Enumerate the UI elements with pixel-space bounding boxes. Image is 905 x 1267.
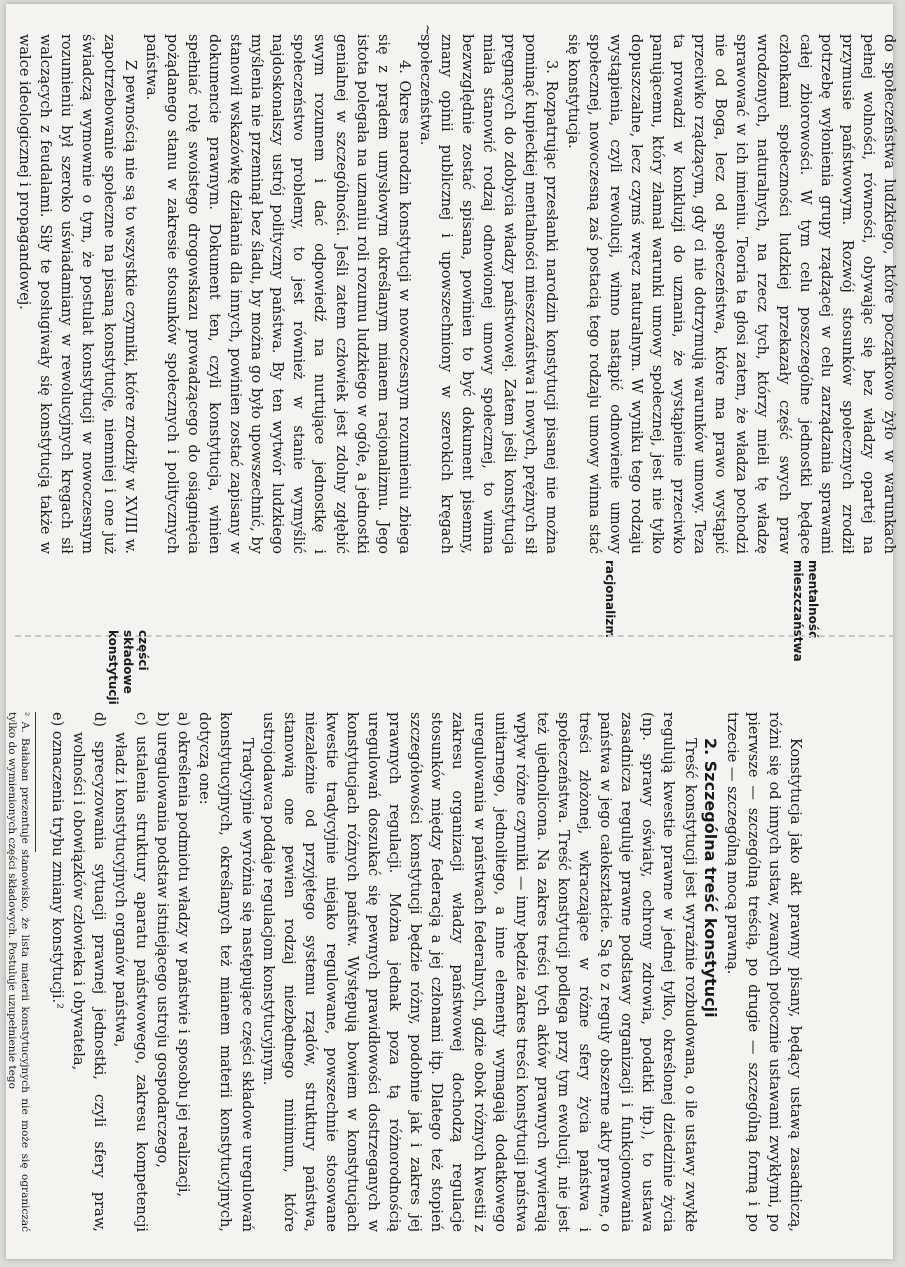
margin-note-mentalnosc: mentalność mieszczaństwa bbox=[791, 560, 820, 662]
right-column-text bbox=[5, 712, 805, 1232]
list-item: e) oznaczenia trybu zmiany konstytucji.² bbox=[48, 712, 65, 1009]
paragraph-intro: Konstytucja jako akt prawny pisany, będący ustawą zasadniczą, różni się od innych ustaw, zwanych potocznie ustawami zwykłymi, po pierwsze — szczególną treścią, po drugie — szczególną formą i po trzecie — szczególną mocą prawną. bbox=[723, 712, 803, 1232]
constitution-components-list bbox=[46, 712, 194, 1232]
page-mark: ~ bbox=[419, 24, 435, 36]
paragraph-components-intro: Tradycyjnie wyróżnia się następujące części składowe uregulowań konstytucyjnych, określanych też mianem materii konstytucyjnych, dotyczą one: bbox=[196, 712, 255, 1232]
section-heading: 2. Szczególna treść konstytucji bbox=[700, 738, 720, 1018]
paragraph-content: Treść konstytucji jest wyraźnie rozbudowana, o ile ustawy zwykłe regulują kwestie prawne w jednej tylko, określonej dziedzinie życia (np. sprawy oświaty, ochrony zdrowia, podatki itp.), to ustawa zasadnicza reguluje prawne podstawy organizacji i funkcjonowania państwa w jego całokształcie. Są to z reguły obszerne akty prawne, o treści złożonej, wkraczające w różne sfery życia państwa i społeczeństwa. Treść konstytucji podlega przy tym ewolucji, nie jest też ujednolicona. Na zakres treści tych aktów prawnych wywierają wpływ różne czynniki — inny będzie zakres treści konstytucji państwa unitarnego, jednolitego, a inne elementy wymagają dodatkowego uregulowania w państwach federalnych, gdzie obok różnych kwestii z zakresu organizacji władzy państwowej dochodzą regulacje stosunków między federacją a jej członami itp. Dlatego też stopień szczegółowości konstytucji będzie różny, podobnie jak i zakres jej prawnych regulacji. Można jednak poza tą różnorodnością uregulowań doszukać się pewnych prawidłowości dostrzeganych w konstytucjach różnych państw. Występują bowiem w konstytucjach kwestie tradycyjnie niejako regulowane, powszechnie stosowane niezależnie od przyjętego systemu rządów, struktury państwa, stanowią one pewien rodzaj niezbędnego minimum, które ustrojodawca poddaje regulacjom konstytucyjnym. bbox=[259, 712, 698, 1232]
margin-note-racjonalizm: racjonalizm bbox=[603, 560, 617, 638]
paragraph-rationalism: 4. Okres narodzin konstytucji w nowoczesnym rozumieniu zbiega się z prądem umysłowym określanym mianem racjonalizmu. Jego istota polegała na uznaniu roli rozumu ludzkiego w ogóle, a jednostki genialnej w szczególności. Jeśli zatem człowiek jest zdolny zgłębić swym rozumem i dać odpowiedź na nurtujące jednostkę i społeczeństwo problemy, to jest również w stanie wymyślić najdoskonalszy ustrój polityczny państwa. By ten wytwór ludzkiego myślenia nie przeminął bez śladu, by można go było upowszechnić, by stanowił wskazówkę działania dla innych, powinien zostać zapisany w dokumencie prawnym. Dokument ten, czyli konstytucja, winien spełniać rolę swoistego drogowskazu prowadzącego do osiągnięcia pożądanego stanu w zakresie stosunków społecznych i politycznych państwa. bbox=[142, 34, 412, 554]
list-item: c) ustalenia struktury aparatu państwowego, zakresu kompetencji władz i konstytucyjnych organów państwa, bbox=[112, 712, 150, 1233]
list-item: d) sprecyzowania sytuacji prawnej jednostki, czyli sfery praw, wolności i obowiązków człowieka i obywatela, bbox=[69, 712, 107, 1232]
footnote-rule bbox=[35, 712, 36, 852]
footnote: ² A. Bałaban prezentuje stanowisko, że lista materii konstytucyjnych nie może się ograniczać tylko do wymienionych części składowych. Postuluje uzupełnienie tego bbox=[5, 712, 31, 1232]
left-column-text bbox=[13, 34, 899, 554]
paragraph-mentality: 3. Rozpatrując przesłanki narodzin konstytucji pisanej nie można pominąć kupieckiej mentalności mieszczaństwa i nowych, prężnych sił pręgnących do zdobycia władzy państwowej. Zatem jeśli konstytucja miała stanowić rodzaj odnowionej umowy społecznej, to winna bezwzględnie zostać spisana, powinien to być dokument pisemny, znany opinii publicznej i upowszechniony w szerokich kręgach społeczeństwa. bbox=[416, 34, 560, 554]
rotated-page-content bbox=[6, 4, 905, 1267]
scanned-page bbox=[5, 4, 897, 1259]
list-item: b) uregulowania podstaw istniejącego ustroju gospodarczego, bbox=[154, 712, 171, 1168]
margin-note-czesci: części składowe konstytucji bbox=[106, 630, 150, 705]
list-item: a) określenia podmiotu władzy w państwie i sposobu jej realizacji, bbox=[175, 712, 192, 1198]
paragraph-social-contract: do społeczeństwa ludzkiego, które początkowo żyło w warunkach pełnej wolności, równości, obywając się bez władzy opartej na przymusie państwowym. Rozwój stosunków społecznych zrodził potrzebę wyłonienia grupy rządzącej w celu zarządzania sprawami całej zbiorowości. W tym celu poszczególne jednostki będące członkami społeczności ludzkiej przekazały część swych praw wrodzonych, naturalnych, na rzecz tych, którzy mieli tę władzę sprawować w ich imieniu. Teoria ta głosi zatem, że władza pochodzi nie od Boga, lecz od społeczeństwa, które ma prawo wystąpić przeciwko rządzącym, gdy ci nie dotrzymują warunków umowy. Teza ta prowadzi w konkluzji do uznania, że wystąpienie przeciwko panującemu, który złamał warunki umowy społecznej, jest nie tylko dopuszczalne, lecz czymś wręcz naturalnym. W wyniku tego rodzaju wystąpienia, czyli rewolucji, winno nastąpić odnowienie umowy społecznej, nowoczesną zaś postacią tego rodzaju umowy winna stać się konstytucja. bbox=[564, 34, 897, 554]
paragraph-conclusion: Z pewnością nie są to wszystkie czynniki, które zrodziły w XVIII w. zapotrzebowanie społeczne na pisaną konstytucję, niemniej i one już świadczą wymownie o tym, że postulat konstytucji w nowoczesnym rozumieniu był szeroko uświadamiany w rewolucyjnych kręgach sił walczących z feudalami. Siły te posługiwały się konstytucją także w walce ideologicznej i propagandowej. bbox=[16, 34, 138, 554]
